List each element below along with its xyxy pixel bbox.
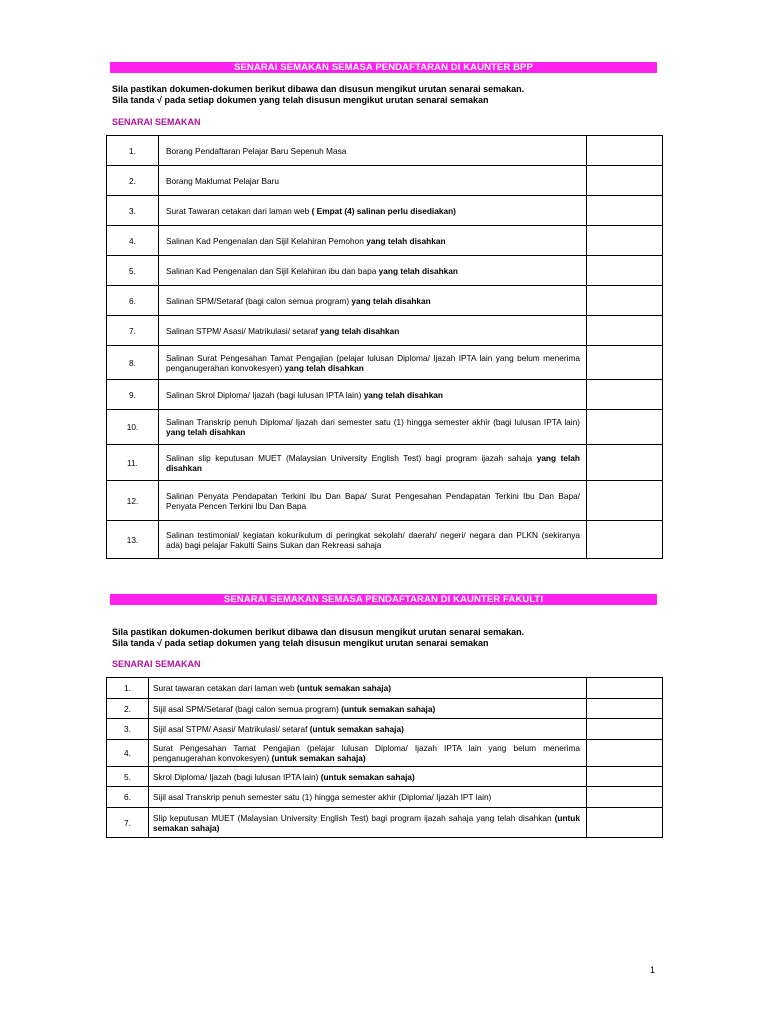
item-description [159,521,587,559]
checkbox-cell[interactable] [587,286,663,316]
item-text: Salinan Kad Pengenalan dan Sijil Kelahiran Pemohon [166,235,367,246]
table-row [107,481,663,521]
item-emphasis: (untuk semakan sahaja) [309,724,404,734]
table-row [107,740,663,767]
checkbox-cell[interactable] [587,699,663,719]
checkbox-cell[interactable] [587,226,663,256]
item-emphasis: (untuk semakan sahaja) [296,683,391,693]
checkbox-cell[interactable] [587,445,663,481]
item-number: 4. [107,740,149,767]
checkbox-cell[interactable] [587,719,663,740]
item-text: Sijil asal Transkrip penuh semester satu (1) hingga semester akhir (Diploma/ Ijazah IPT lain) [153,792,492,802]
item-number: 1. [107,678,149,699]
item-number: 3. [107,196,159,226]
table-row [107,286,663,316]
checkbox-cell[interactable] [587,166,663,196]
item-text: Surat Tawaran cetakan dari laman web [166,205,312,216]
instruction-line-1: Sila pastikan dokumen-dokumen berikut dibawa dan disusun mengikut urutan senarai semakan. [112,84,525,94]
checkbox-cell[interactable] [587,410,663,445]
item-description [159,481,587,521]
item-emphasis: (untuk semakan sahaja) [341,703,436,714]
checkbox-cell[interactable] [587,787,663,808]
item-number: 5. [107,256,159,286]
item-number: 7. [107,316,159,346]
item-text: Borang Pendaftaran Pelajar Baru Sepenuh Masa [166,145,347,156]
item-description [159,136,587,166]
item-description [159,256,587,286]
checkbox-cell[interactable] [587,256,663,286]
checkbox-cell[interactable] [587,808,663,838]
checkbox-cell[interactable] [587,767,663,787]
checkbox-cell[interactable] [587,316,663,346]
item-text: Skrol Diploma/ Ijazah (bagi lulusan IPTA lain) [153,771,321,782]
item-number: 3. [107,719,149,740]
item-emphasis: yang telah disahkan [284,362,364,373]
item-description [149,808,587,838]
item-number: 11. [107,445,159,481]
item-emphasis: (untuk semakan sahaja) [153,812,580,833]
item-text: Surat tawaran cetakan dari laman web [153,683,297,693]
item-number: 9. [107,380,159,410]
checkbox-cell[interactable] [587,346,663,380]
item-description [159,196,587,226]
instruction-line-2: Sila tanda √ pada setiap dokumen yang telah disusun mengikut urutan senarai semakan [112,94,489,105]
table-row [107,767,663,787]
table-row [107,699,663,719]
table-row [107,380,663,410]
item-emphasis: yang telah disahkan [378,265,458,276]
item-text: Salinan slip keputusan MUET (Malaysian University English Test) bagi program ijazah sahaja [166,452,537,463]
table-row [107,316,663,346]
section1-subheading: SENARAI SEMAKAN [112,117,201,127]
item-description [149,787,587,808]
item-description [149,678,587,699]
item-description [159,445,587,481]
checkbox-cell[interactable] [587,678,663,699]
item-text: Slip keputusan MUET (Malaysian University English Test) bagi program ijazah sahaja yang telah disahkan [153,812,555,823]
item-description [149,719,587,740]
item-description [159,346,587,380]
item-text: Borang Maklumat Pelajar Baru [166,175,279,186]
checkbox-cell[interactable] [587,521,663,559]
section2-subheading: SENARAI SEMAKAN [112,659,201,669]
table-row [107,678,663,699]
item-description [159,286,587,316]
item-description [159,166,587,196]
section2-banner: SENARAI SEMAKAN SEMASA PENDAFTARAN DI KAUNTER FAKULTI [110,594,657,605]
checkbox-cell[interactable] [587,380,663,410]
table-row [107,136,663,166]
table-row [107,226,663,256]
item-text: Salinan Penyata Pendapatan Terkini Ibu Dan Bapa/ Surat Pengesahan Pendapatan Terkini Ibu Dan Bapa/ Penyata Pencen Terkini Ibu Dan Bapa [166,490,580,511]
checkbox-cell[interactable] [587,481,663,521]
item-number: 8. [107,346,159,380]
instruction-line-1: Sila pastikan dokumen-dokumen berikut dibawa dan disusun mengikut urutan senarai semakan. [112,627,525,637]
table-row [107,256,663,286]
page-number: 1 [650,965,656,975]
section1-checklist-table [106,135,663,559]
item-number: 6. [107,286,159,316]
item-description [159,226,587,256]
item-emphasis: (untuk semakan sahaja) [271,753,366,763]
checkbox-cell[interactable] [587,740,663,767]
table-row [107,787,663,808]
table-row [107,346,663,380]
item-emphasis: yang telah disahkan [366,235,446,246]
item-number: 13. [107,521,159,559]
table-row [107,808,663,838]
item-number: 5. [107,767,149,787]
table-row [107,410,663,445]
section1-instructions [112,84,524,105]
item-emphasis: ( Empat (4) salinan perlu disediakan) [311,205,456,216]
checkbox-cell[interactable] [587,196,663,226]
instruction-line-2: Sila tanda √ pada setiap dokumen yang telah disusun mengikut urutan senarai semakan [112,637,489,648]
item-description [159,410,587,445]
item-number: 7. [107,808,149,838]
table-row [107,719,663,740]
item-description [159,316,587,346]
item-text: Salinan testimonial/ kegiatan kokurikulum di peringkat sekolah/ daerah/ negeri/ negara dan PLKN (sekiranya ada) bagi pelajar Fakulti Sains Sukan dan Rekreasi sahaja [166,529,580,550]
item-emphasis: yang telah disahkan [363,389,443,400]
item-description [149,740,587,767]
item-number: 1. [107,136,159,166]
item-emphasis: yang telah disahkan [166,452,580,473]
table-row [107,196,663,226]
item-text: Salinan Surat Pengesahan Tamat Pengajian (pelajar lulusan Diploma/ Ijazah IPTA lain yang belum menerima penganugerahan konvokesyen) [166,352,580,373]
item-description [159,380,587,410]
item-description [149,699,587,719]
checkbox-cell[interactable] [587,136,663,166]
item-emphasis: yang telah disahkan [320,325,400,336]
item-emphasis: yang telah disahkan [351,295,431,306]
table-row [107,166,663,196]
item-emphasis: (untuk semakan sahaja) [320,771,415,782]
item-number: 6. [107,787,149,808]
item-text: Surat Pengesahan Tamat Pengajian (pelajar lulusan Diploma/ Ijazah IPTA lain yang belum menerima penganugerahan konvokesyen) [153,743,580,763]
item-emphasis: yang telah disahkan [166,427,246,437]
item-number: 2. [107,699,149,719]
section2-checklist-table [106,677,663,838]
item-description [149,767,587,787]
item-text: Sijil asal STPM/ Asasi/ Matrikulasi/ setaraf [153,724,310,734]
item-number: 2. [107,166,159,196]
item-number: 12. [107,481,159,521]
section1-banner: SENARAI SEMAKAN SEMASA PENDAFTARAN DI KAUNTER BPP [110,62,657,73]
table-row [107,445,663,481]
item-text: Sijil asal SPM/Setaraf (bagi calon semua program) [153,703,342,714]
section2-instructions [112,627,524,648]
item-number: 4. [107,226,159,256]
item-number: 10. [107,410,159,445]
item-text: Salinan SPM/Setaraf (bagi calon semua program) [166,295,352,306]
item-text: Salinan Kad Pengenalan dan Sijil Kelahiran ibu dan bapa [166,265,379,276]
table-row [107,521,663,559]
item-text: Salinan Skrol Diploma/ Ijazah (bagi lulusan IPTA lain) [166,389,364,400]
item-text: Salinan Transkrip penuh Diploma/ Ijazah dari semester satu (1) hingga semester akhir (bagi lulusan IPTA lain) [166,417,580,427]
item-text: Salinan STPM/ Asasi/ Matrikulasi/ setaraf [166,325,321,336]
